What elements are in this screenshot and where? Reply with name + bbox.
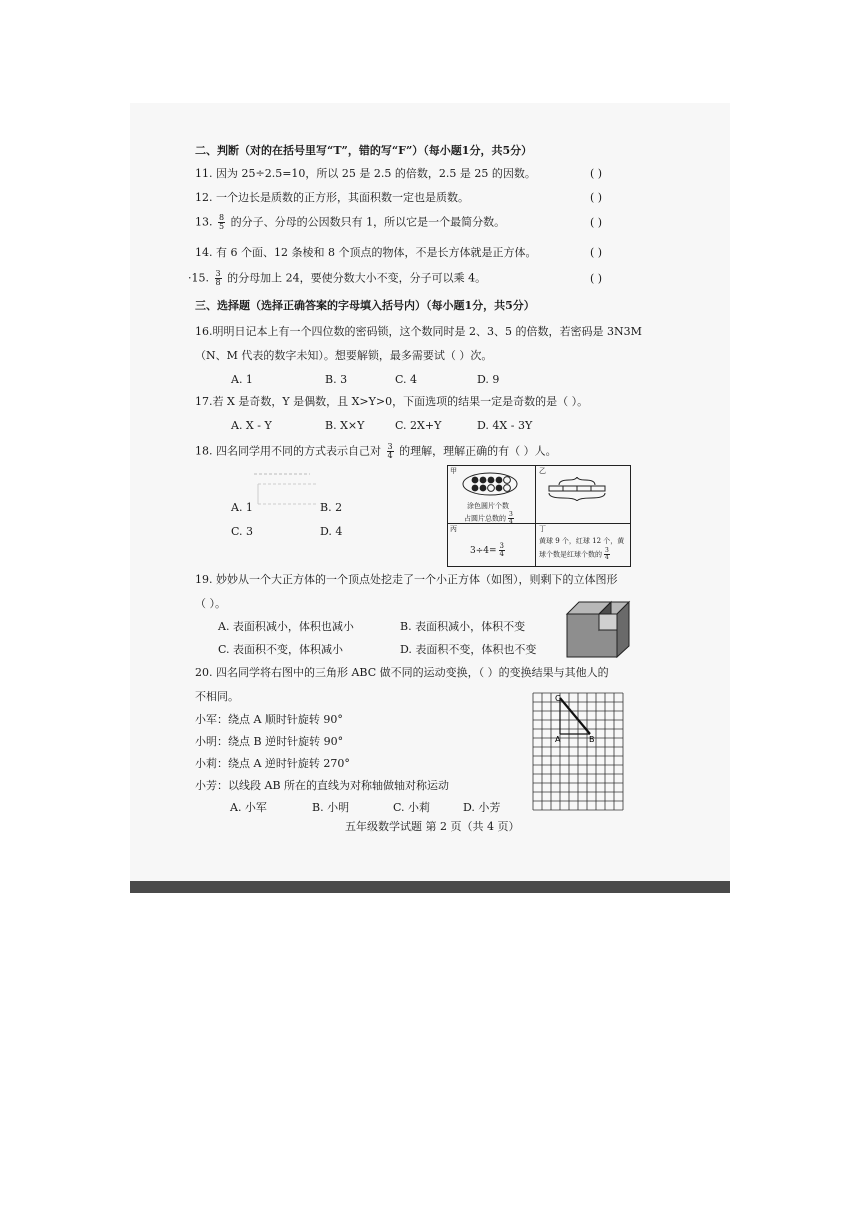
fraction-8-5 [218, 214, 225, 231]
frac-denominator: 5 [219, 222, 225, 231]
ding-text-2 [539, 548, 612, 561]
frac-denominator: 4 [387, 451, 393, 460]
frac-numerator: 3 [499, 542, 505, 550]
question-12: 12. 一个边长是质数的正方形，其面积数一定也是质数。 [195, 191, 469, 204]
q20-option-b: B. 小明 [312, 801, 350, 814]
question-20-line1: 20. 四名同学将右图中的三角形 ABC 做不同的运动变换，（ ）的变换结果与其他人的 [195, 666, 609, 679]
faded-bracket-sketch [250, 470, 320, 510]
q19-option-a: A. 表面积减小，体积也减小 [218, 620, 354, 633]
student-xiaoming: 小明：绕点 B 逆时针旋转 90° [195, 735, 344, 748]
frac-denominator: 8 [215, 278, 221, 287]
frac-numerator: 8 [219, 213, 225, 222]
question-13-number: 13. [195, 215, 213, 229]
q17-option-b: B. X×Y [325, 419, 365, 432]
question-16-line2: （N、M 代表的数字未知）。想要解锁，最多需要试（ ）次。 [195, 349, 493, 362]
cell-yi-label: 乙 [539, 467, 546, 475]
answer-paren-14: ( ) [590, 246, 603, 259]
frac-numerator: 3 [509, 511, 513, 518]
student-xiaofang: 小芳：以线段 AB 所在的直线为对称轴做轴对称运动 [195, 779, 450, 792]
segment-cb [560, 698, 590, 734]
jia-fraction [508, 512, 514, 525]
question-19-line1: 19. 妙妙从一个大正方体的一个顶点处挖走了一个小正方体（如图），则剩下的立体图形 [195, 573, 618, 586]
segment-brace-figure [543, 477, 613, 501]
answer-paren-11: ( ) [590, 167, 603, 180]
question-18 [195, 443, 557, 460]
q18-option-a: A. 1 [231, 501, 253, 514]
q16-option-c: C. 4 [395, 373, 418, 386]
answer-paren-12: ( ) [590, 191, 603, 204]
question-16-line1: 16.明明日记本上有一个四位数的密码锁，这个数同时是 2、3、5 的倍数，若密码是 3N3M [195, 325, 642, 338]
question-17: 17.若 X 是奇数，Y 是偶数，且 X>Y>0，下面选项的结果一定是奇数的是（ ）。 [195, 395, 589, 408]
point-b-label: B [589, 735, 595, 744]
q17-option-a: A. X - Y [231, 419, 272, 432]
table-vertical-divider [535, 465, 536, 566]
frac-numerator: 3 [387, 442, 393, 451]
circle-chips-figure [461, 471, 521, 497]
q19-option-d: D. 表面积不变，体积也不变 [400, 643, 537, 656]
jia-caption-1: 涂色圆片个数 [467, 502, 509, 510]
frac-denominator: 4 [509, 518, 513, 525]
q18-option-b: B. 2 [320, 501, 343, 514]
ding-fraction [604, 548, 610, 561]
q18-option-c: C. 3 [231, 525, 254, 538]
question-18-post: 的理解，理解正确的有（ ）人。 [399, 444, 557, 458]
cell-bing-label: 丙 [450, 525, 457, 533]
cell-jia-label: 甲 [450, 467, 457, 475]
page-separator-bar [130, 881, 730, 893]
q20-option-a: A. 小军 [230, 801, 267, 814]
frac-numerator: 3 [215, 269, 221, 278]
question-15-number: ·15. [188, 271, 209, 285]
question-18-pre: 18. 四名同学用不同的方式表示自己对 [195, 444, 381, 458]
bing-expression [470, 543, 507, 558]
cube-with-notch-figure [563, 600, 631, 658]
ding-text-1: 黄球 9 个，红球 12 个，黄 [539, 537, 625, 545]
question-15-text: 的分母加上 24，要使分数大小不变，分子可以乘 4。 [227, 271, 487, 285]
question-19-line2: （ ）。 [195, 597, 226, 610]
frac-numerator: 3 [605, 547, 609, 554]
grid-lines [533, 693, 623, 810]
point-a-label: A [555, 735, 561, 744]
answer-paren-15: ( ) [590, 272, 603, 285]
q20-option-d: D. 小芳 [463, 801, 501, 814]
fraction-3-4 [387, 443, 394, 460]
ding-text-2-text: 球个数是红球个数的 [539, 550, 602, 559]
point-c-label: C [555, 694, 561, 703]
question-13 [195, 214, 505, 231]
section-2-heading: 二、判断（对的在括号里写“T”，错的写“F”）（每小题1分，共5分） [195, 144, 533, 157]
frac-denominator: 4 [605, 554, 609, 561]
question-13-text: 的分子、分母的公因数只有 1，所以它是一个最简分数。 [230, 215, 506, 229]
q19-option-c: C. 表面积不变，体积减小 [218, 643, 344, 656]
section-3-heading: 三、选择题（选择正确答案的字母填入括号内）（每小题1分，共5分） [195, 299, 535, 312]
triangle-grid-figure [530, 690, 630, 814]
student-xiaojun: 小军：绕点 A 顺时针旋转 90° [195, 713, 343, 726]
q20-option-c: C. 小莉 [393, 801, 431, 814]
q17-option-c: C. 2X+Y [395, 419, 442, 432]
q19-option-b: B. 表面积减小，体积不变 [400, 620, 526, 633]
jia-caption-2 [464, 512, 516, 525]
fraction-3-8 [215, 270, 222, 287]
bing-expression-text: 3÷4= [470, 546, 497, 556]
question-14: 14. 有 6 个面、12 条棱和 8 个顶点的物体，不是长方体就是正方体。 [195, 246, 537, 259]
frac-denominator: 4 [499, 550, 505, 558]
student-xiaoli: 小莉：绕点 A 逆时针旋转 270° [195, 757, 350, 770]
q18-option-d: D. 4 [320, 525, 343, 538]
q16-option-b: B. 3 [325, 373, 348, 386]
cell-ding-label: 丁 [539, 525, 546, 533]
page-footer: 五年级数学试题 第 2 页（共 4 页） [345, 820, 520, 833]
bing-fraction [499, 543, 505, 558]
question-20-line2: 不相同。 [195, 690, 239, 703]
q17-option-d: D. 4X - 3Y [477, 419, 533, 432]
q16-option-d: D. 9 [477, 373, 500, 386]
answer-paren-13: ( ) [590, 216, 603, 229]
question-11: 11. 因为 25÷2.5=10，所以 25 是 2.5 的倍数，2.5 是 25 的因数。 [195, 167, 536, 180]
question-15 [188, 270, 486, 287]
jia-caption-2-text: 占圆片总数的 [464, 514, 506, 523]
q16-option-a: A. 1 [231, 373, 253, 386]
